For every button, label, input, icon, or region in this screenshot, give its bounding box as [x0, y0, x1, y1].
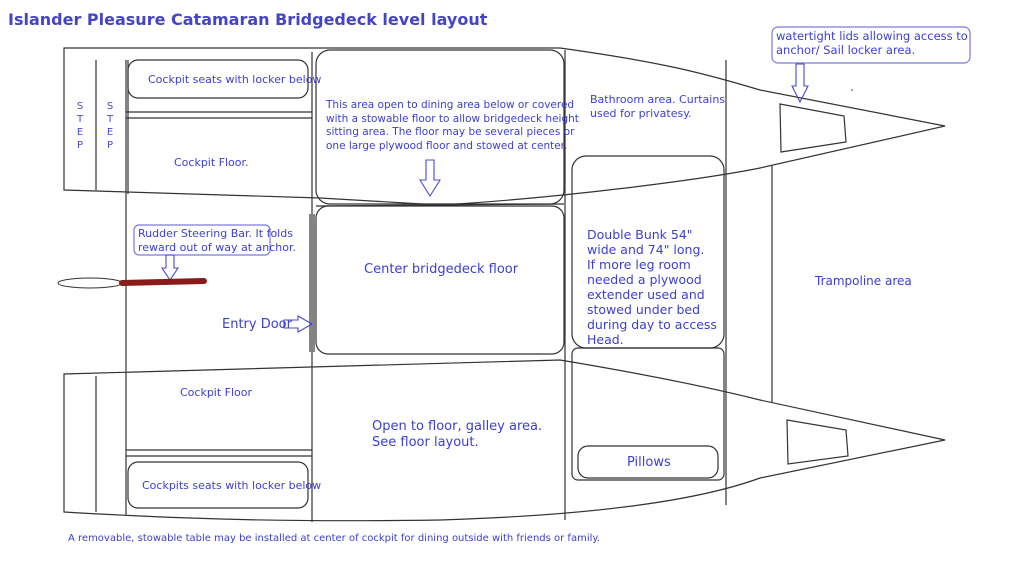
rudder-steering-bar [122, 281, 204, 283]
center-floor-label: Center bridgedeck floor [364, 262, 519, 277]
rudder-blade [58, 278, 122, 288]
cockpit-floor-bottom-label: Cockpit Floor [180, 386, 253, 399]
cockpit-seats-top-label: Cockpit seats with locker below [148, 73, 322, 86]
table-note-label: A removable, stowable table may be installed at center of cockpit for dining outside with friends or family. [68, 533, 601, 544]
watertight-lids-label: watertight lids allowing access to anchor/ Sail locker area. [776, 29, 968, 57]
diagram-title: Islander Pleasure Catamaran Bridgedeck level layout [8, 10, 488, 29]
upper-open-area-label: This area open to dining area below or covered with a stowable floor to allow bridgedeck height sitting area. The floor may be several pieces or one large plywood floor and stowed at center. [326, 99, 579, 152]
rudder-note-label: Rudder Steering Bar. It folds reward out of way at anchor. [138, 227, 296, 254]
cockpit-seats-bottom-label: Cockpits seats with locker below [142, 479, 322, 492]
double-bunk-label: Double Bunk 54" wide and 74" long. If more leg room needed a plywood extender used and stowed under bed during day to access Head. [587, 227, 717, 347]
arrow-to-upper-floor [420, 160, 440, 196]
bathroom-area-label: Bathroom area. Curtains used for privatesy. [590, 93, 726, 120]
arrow-to-rudder-bar [162, 255, 178, 280]
trampoline-area-label: Trampoline area [815, 274, 912, 288]
cockpit-floor-top-label: Cockpit Floor. [174, 156, 249, 169]
pillows-label: Pillows [627, 455, 671, 470]
step-label-1: STEP [76, 101, 84, 151]
center-floor-box [316, 206, 564, 354]
top-locker-hatch [780, 104, 846, 152]
galley-area-label: Open to floor, galley area. See floor layout. [372, 419, 543, 450]
entry-door-label: Entry Door [222, 317, 292, 332]
step-label-2: STEP [106, 101, 114, 151]
bottom-locker-hatch [787, 420, 848, 464]
